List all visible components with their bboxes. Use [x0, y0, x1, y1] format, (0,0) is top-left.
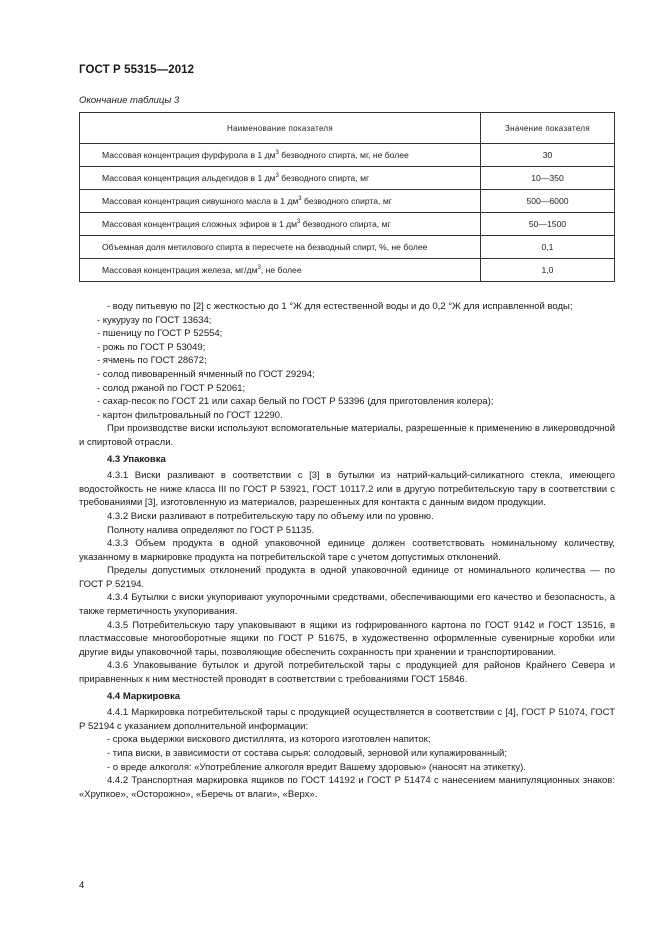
paragraph-4-3-3-limits: Пределы допустимых отклонений продукта в одной упаковочной единице от номинального количества — по ГОСТ Р 52194.	[79, 565, 615, 590]
paragraph-4-3-2-fill: Полноту налива определяют по ГОСТ Р 51135.	[107, 524, 315, 536]
table-row	[80, 213, 615, 236]
paragraph-4-3-1: 4.3.1 Виски разливают в соответствии с [3] в бутылки из натрий-кальций-силикатного стекла, имеющего водостойкость не ниже класса III по ГОСТ Р 53921, ГОСТ 10117.2 или в другую потребительскую тару в соответствии с требованиями [3], изготовленную из материалов, разрешенных для контакта с данным видом продукции.	[79, 470, 615, 509]
indicator-name: Объемная доля метилового спирта в пересчете на безводный спирт, %, не более	[80, 236, 481, 259]
section-heading-packaging: 4.3 Упаковка	[107, 453, 166, 465]
indicator-value: 0,1	[481, 236, 615, 259]
header-indicator-name: Наименование показателя	[80, 113, 481, 144]
paragraph-4-3-3: 4.3.3 Объем продукта в одной упаковочной единице должен соответствовать номинальному количеству, указанному в маркировке продукта на потребительской таре с учетом допустимых отклонений.	[79, 538, 615, 563]
table-row	[80, 190, 615, 213]
indicator-value: 1,0	[481, 259, 615, 282]
paragraph-4-3-2: 4.3.2 Виски разливают в потребительскую тару по объему или по уровню.	[107, 510, 434, 522]
indicator-name: Массовая концентрация железа, $мг/дм^3$, не более	[80, 259, 481, 282]
page-number: 4	[79, 880, 85, 891]
list-item: - типа виски, в зависимости от состава сырья: солодовый, зерновой или купажированный;	[107, 748, 507, 759]
list-item: - рожь по ГОСТ Р 53049;	[97, 341, 206, 353]
list-item: - солод ржаной по ГОСТ Р 52061;	[97, 382, 246, 394]
table-row	[80, 144, 615, 167]
indicator-name: Массовая концентрация сивушного масла в 1 $дм^3$ безводного спирта, мг	[80, 190, 481, 213]
indicator-value: 10—350	[481, 167, 615, 190]
list-item: - срока выдержки вискового дистиллята, из которого изготовлен напиток;	[107, 734, 431, 746]
list-item: - пшеницу по ГОСТ Р 52554;	[97, 328, 223, 340]
list-item: - сахар-песок по ГОСТ 21 или сахар белый по ГОСТ Р 53396 (для приготовления колера);	[97, 396, 494, 408]
list-item: - солод пивоваренный ячменный по ГОСТ 29294;	[97, 368, 315, 380]
body-text	[79, 300, 615, 801]
indicator-value: 30	[481, 144, 615, 167]
indicators-table	[79, 112, 615, 282]
document-header: ГОСТ Р 55315—2012	[79, 64, 195, 76]
indicator-value: 500—6000	[481, 190, 615, 213]
header-indicator-value: Значение показателя	[481, 113, 615, 144]
aux-materials-paragraph: При производстве виски используют вспомогательные материалы, разрешенные к применению в ликероводочной и спиртовой отрасли.	[79, 423, 615, 448]
table-row	[80, 236, 615, 259]
table-row	[80, 167, 615, 190]
paragraph-4-3-5: 4.3.5 Потребительскую тару упаковывают в ящики из гофрированного картона по ГОСТ 9142 и ГОСТ 13516, в пластмассовые многооборотные ящики по ГОСТ Р 51675, в художественно оформленные сувенирные коробки или другие виды упаковочной тары, позволяющие обеспечить сохранность при хранении и транспортировании.	[79, 619, 615, 658]
list-item: - ячмень по ГОСТ 28672;	[97, 355, 207, 367]
paragraph-4-3-6: 4.3.6 Упаковывание бутылок и другой потребительской тары с продукцией для районов Крайнего Севера и приравненных к ним местностей проводят в соответствии с требованиями ГОСТ 15846.	[79, 660, 615, 686]
indicator-name: Массовая концентрация сложных эфиров в 1 $дм^3$ безводного спирта, мг	[80, 213, 481, 236]
list-item: - кукурузу по ГОСТ 13634;	[97, 314, 212, 326]
table-body	[80, 144, 615, 282]
indicator-value: 50—1500	[481, 213, 615, 236]
list-item: - картон фильтровальный по ГОСТ 12290.	[97, 409, 283, 421]
section-heading-marking: 4.4 Маркировка	[107, 690, 181, 702]
indicator-name: Массовая концентрация фурфурола в 1 $дм^3$ безводного спирта, мг, не более	[80, 144, 481, 167]
paragraph-4-4-2: 4.4.2 Транспортная маркировка ящиков по ГОСТ 14192 и ГОСТ Р 51474 с нанесением манипуляционных знаков: «Хрупкое», «Осторожно», «Беречь от влаги», «Верх».	[79, 775, 615, 800]
list-item: - о вреде алкоголя: «Употребление алкоголя вредит Вашему здоровью» (наносят на этикетку).	[107, 761, 526, 773]
table-caption: Окончание таблицы 3	[79, 95, 180, 106]
indicator-name: Массовая концентрация альдегидов в 1 $дм^3$ безводного спирта, мг	[80, 167, 481, 190]
water-item: - воду питьевую по [2] с жесткостью до 1 °Ж для естественной воды и до 0,2 °Ж для исправленной воды;	[107, 301, 573, 312]
table-header-row	[80, 113, 615, 144]
paragraph-4-3-4: 4.3.4 Бутылки с виски укупоривают укупорочными средствами, обеспечивающими его качество и безопасность, а также герметичность укупоривания.	[79, 592, 615, 618]
table-row	[80, 259, 615, 282]
paragraph-4-4-1: 4.4.1 Маркировка потребительской тары с продукцией осуществляется в соответствии с [4], ГОСТ Р 51074, ГОСТ Р 52194 с указанием дополнительной информации:	[79, 707, 615, 732]
